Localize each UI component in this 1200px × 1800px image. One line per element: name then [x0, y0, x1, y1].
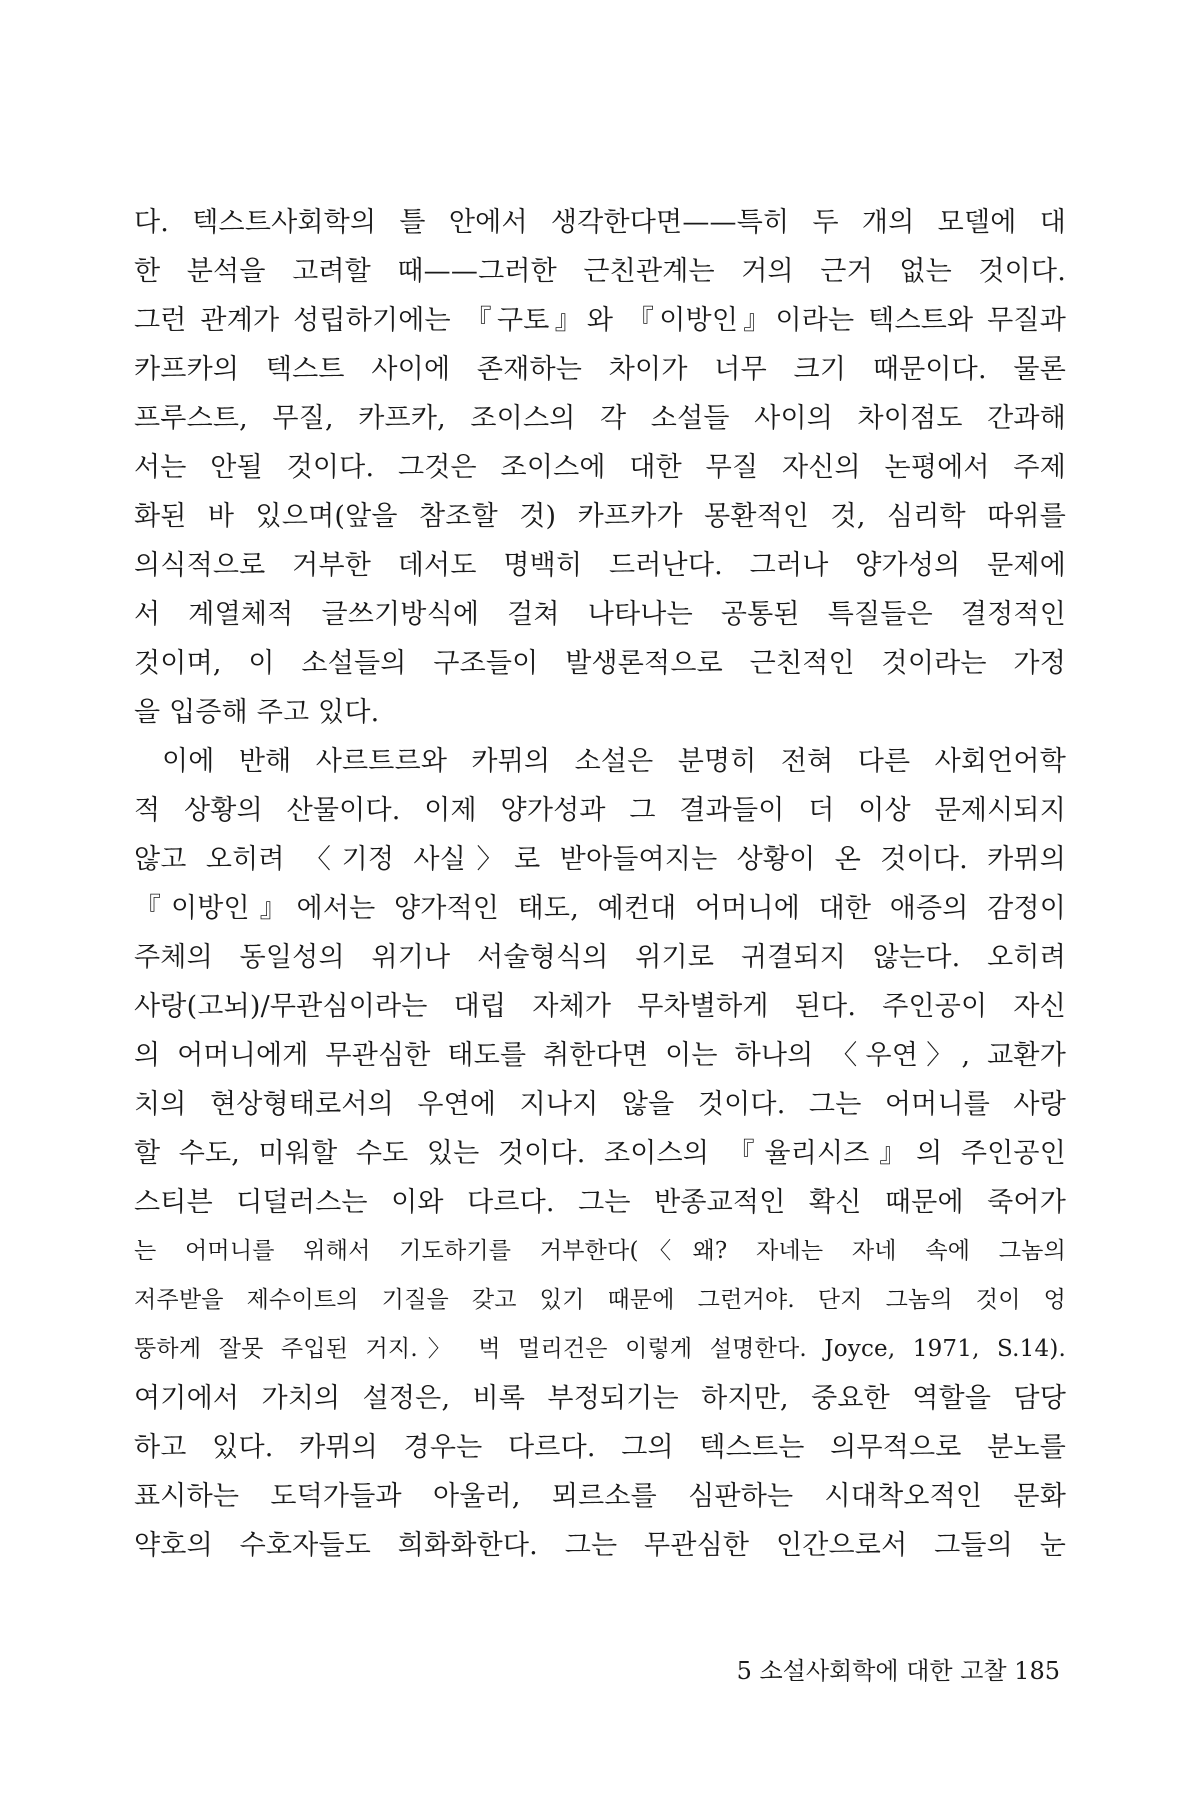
text-line: 약호의 수호자들도 희화화한다. 그는 무관심한 인간으로서 그들의 눈	[134, 1530, 1066, 1561]
text-line: 의 어머니에게 무관심한 태도를 취한다면 이는 하나의 〈우연〉, 교환가	[134, 1040, 1066, 1071]
text-line: 서 계열체적 글쓰기방식에 걸쳐 나타나는 공통된 특질들은 결정적인	[134, 599, 1066, 630]
text-line: 을 입증해 주고 있다.	[134, 697, 380, 728]
text-line: 것이며, 이 소설들의 구조들이 발생론적으로 근친적인 것이라는 가정	[134, 648, 1066, 679]
text-line: 의식적으로 거부한 데서도 명백히 드러난다. 그러나 양가성의 문제에	[134, 550, 1066, 581]
text-line: 카프카의 텍스트 사이에 존재하는 차이가 너무 크기 때문이다. 물론	[134, 354, 1066, 385]
text-line: 『이방인』에서는 양가적인 태도, 예컨대 어머니에 대한 애증의 감정이	[134, 893, 1066, 924]
body-text	[134, 198, 1066, 1570]
text-line: 이에 반해 사르트르와 카뮈의 소설은 분명히 전혀 다른 사회언어학	[162, 746, 1066, 777]
text-line: 한 분석을 고려할 때——그러한 근친관계는 거의 근거 없는 것이다.	[134, 256, 1066, 287]
text-line: 표시하는 도덕가들과 아울러, 뫼르소를 심판하는 시대착오적인 문화	[134, 1481, 1066, 1512]
page-footer: 5 소설사회학에 대한 고찰 185	[736, 1657, 1060, 1685]
text-line: 않고 오히려 〈기정 사실〉로 받아들여지는 상황이 온 것이다. 카뮈의	[134, 844, 1066, 875]
text-line: 주체의 동일성의 위기나 서술형식의 위기로 귀결되지 않는다. 오히려	[134, 942, 1066, 973]
text-line: 다. 텍스트사회학의 틀 안에서 생각한다면——특히 두 개의 모델에 대	[134, 207, 1066, 238]
text-line: 저주받을 제수이트의 기질을 갖고 있기 때문에 그런거야. 단지 그놈의 것이 엉	[134, 1287, 1066, 1313]
text-line: 그런 관계가 성립하기에는 『구토』와 『이방인』이라는 텍스트와 무질과	[134, 305, 1066, 336]
text-line: 여기에서 가치의 설정은, 비록 부정되기는 하지만, 중요한 역할을 담당	[134, 1383, 1066, 1414]
text-line: 프루스트, 무질, 카프카, 조이스의 각 소설들 사이의 차이점도 간과해	[134, 403, 1066, 434]
text-line: 할 수도, 미워할 수도 있는 것이다. 조이스의 『율리시즈』의 주인공인	[134, 1138, 1066, 1169]
text-line: 스티븐 디덜러스는 이와 다르다. 그는 반종교적인 확신 때문에 죽어가	[134, 1187, 1066, 1218]
text-line: 치의 현상형태로서의 우연에 지나지 않을 것이다. 그는 어머니를 사랑	[134, 1089, 1066, 1120]
text-line: 화된 바 있으며(앞을 참조할 것) 카프카가 몽환적인 것, 심리학 따위를	[134, 501, 1066, 532]
text-line: 하고 있다. 카뮈의 경우는 다르다. 그의 텍스트는 의무적으로 분노를	[134, 1432, 1066, 1463]
text-line: 는 어머니를 위해서 기도하기를 거부한다(〈왜? 자네는 자네 속에 그놈의	[134, 1238, 1066, 1264]
text-line: 서는 안될 것이다. 그것은 조이스에 대한 무질 자신의 논평에서 주제	[134, 452, 1066, 483]
text-line: 사랑(고뇌)/무관심이라는 대립 자체가 무차별하게 된다. 주인공이 자신	[134, 991, 1066, 1022]
text-line: 적 상황의 산물이다. 이제 양가성과 그 결과들이 더 이상 문제시되지	[134, 795, 1066, 826]
text-line: 뚱하게 잘못 주입된 거지.〉 벅 멀리건은 이렇게 설명한다. Joyce, 1971, S.14).	[134, 1336, 1066, 1362]
